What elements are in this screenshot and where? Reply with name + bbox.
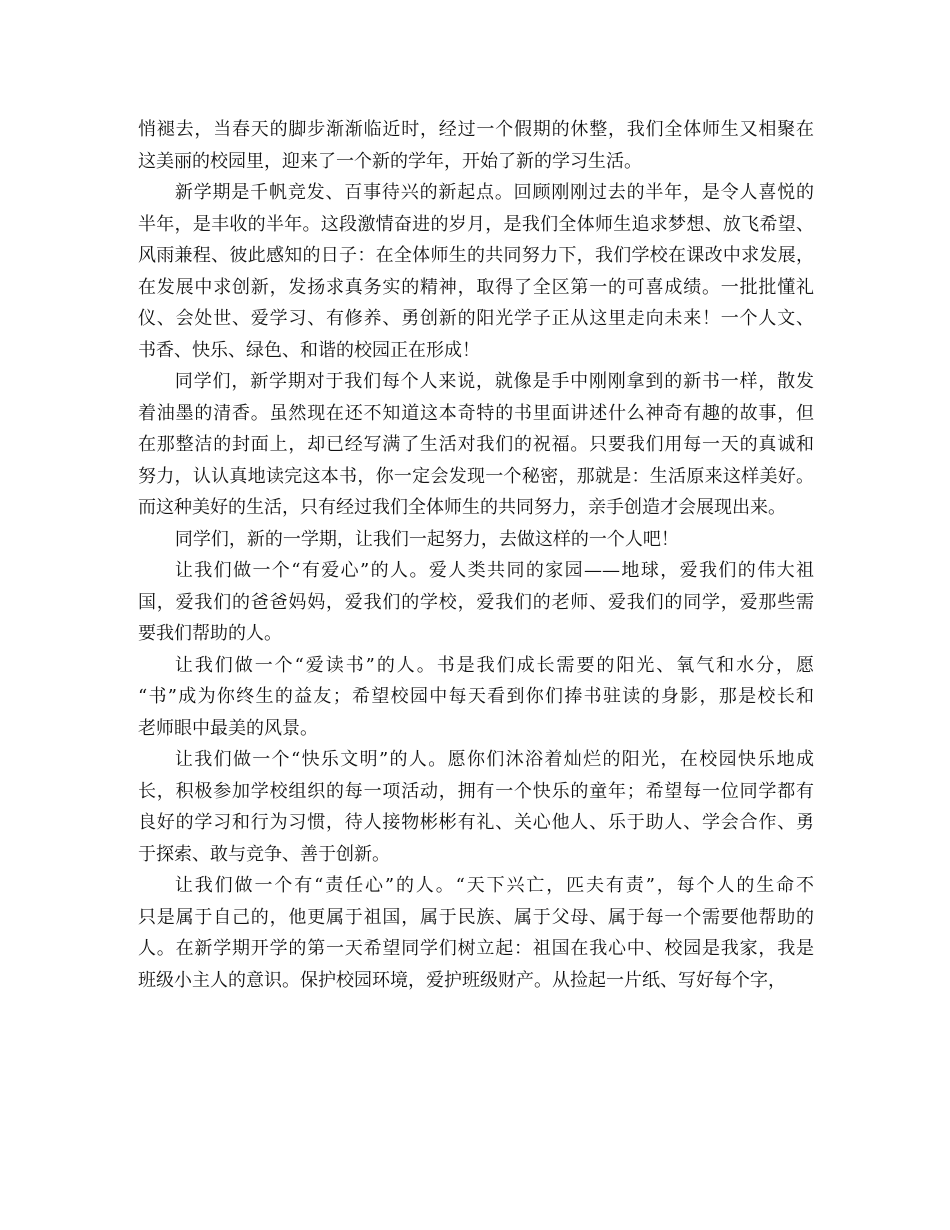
text-line: 国，爱我们的爸爸妈妈，爱我们的学校，爱我们的老师、爱我们的同学，爱那些需 [138, 591, 814, 613]
text-line: 良好的学习和行为习惯，待人接物彬彬有礼、关心他人、乐于助人、学会合作、勇 [138, 812, 814, 833]
text-line: 在那整洁的封面上，却已经写满了生活对我们的祝福。只要我们用每一天的真诚和 [138, 434, 814, 455]
paragraph [138, 744, 814, 870]
document-page [138, 114, 814, 996]
text-line: 同学们，新的一学期，让我们一起努力，去做这样的一个人吧！ [174, 528, 679, 550]
text-line: 让我们做一个“爱读书”的人。书是我们成长需要的阳光、氧气和水分，愿 [174, 654, 814, 676]
text-line: 要我们帮助的人。 [138, 623, 282, 644]
text-line: 人。在新学期开学的第一天希望同学们树立起：祖国在我心中、校园是我家，我是 [138, 938, 814, 959]
text-line: 这美丽的校园里，迎来了一个新的学年，开始了新的学习生活。 [138, 150, 642, 172]
text-line: 半年，是丰收的半年。这段激情奋进的岁月，是我们全体师生追求梦想、放飞希望、 [138, 213, 814, 235]
text-line: 只是属于自己的，他更属于祖国，属于民族、属于父母、属于每一个需要他帮助的 [138, 906, 814, 928]
text-line: 让我们做一个“有爱心”的人。爱人类共同的家园——地球，爱我们的伟大祖 [174, 560, 814, 581]
paragraph [138, 524, 814, 556]
text-line: 在发展中求创新，发扬求真务实的精神，取得了全区第一的可喜成绩。一批批懂礼 [138, 276, 814, 298]
paragraph [138, 650, 814, 745]
text-line: 班级小主人的意识。保护校园环境，爱护班级财产。从捡起一片纸、写好每个字， [138, 969, 786, 991]
text-line: 于探索、敢与竞争、善于创新。 [138, 843, 390, 865]
paragraph [138, 555, 814, 650]
text-line: 让我们做一个“快乐文明”的人。愿你们沐浴着灿烂的阳光，在校园快乐地成 [174, 749, 814, 770]
text-line: “书”成为你终生的益友；希望校园中每天看到你们捧书驻读的身影，那是校长和 [138, 686, 814, 707]
text-line: 让我们做一个有“责任心”的人。“天下兴亡，匹夫有责”，每个人的生命不 [174, 875, 814, 896]
paragraph [138, 114, 814, 177]
text-line: 同学们，新学期对于我们每个人来说，就像是手中刚刚拿到的新书一样，散发 [174, 371, 814, 392]
text-line: 仪、会处世、爱学习、有修养、勇创新的阳光学子正从这里走向未来！一个人文、 [138, 308, 814, 329]
text-line: 着油墨的清香。虽然现在还不知道这本奇特的书里面讲述什么神奇有趣的故事，但 [138, 402, 814, 424]
text-line: 风雨兼程、彼此感知的日子：在全体师生的共同努力下，我们学校在课改中求发展， [138, 245, 814, 266]
paragraph [138, 177, 814, 366]
text-line: 书香、快乐、绿色、和谐的校园正在形成！ [138, 339, 480, 361]
text-line: 悄褪去，当春天的脚步渐渐临近时，经过一个假期的休整，我们全体师生又相聚在 [138, 119, 814, 140]
text-line: 新学期是千帆竞发、百事待兴的新起点。回顾刚刚过去的半年，是令人喜悦的 [174, 182, 814, 203]
text-line: 老师眼中最美的风景。 [138, 717, 318, 739]
text-line: 努力，认认真地读完这本书，你一定会发现一个秘密，那就是：生活原来这样美好。 [138, 465, 814, 487]
text-line: 长，积极参加学校组织的每一项活动，拥有一个快乐的童年；希望每一位同学都有 [138, 780, 814, 802]
text-line: 而这种美好的生活，只有经过我们全体师生的共同努力，亲手创造才会展现出来。 [138, 497, 786, 518]
paragraph [138, 366, 814, 524]
paragraph [138, 870, 814, 996]
